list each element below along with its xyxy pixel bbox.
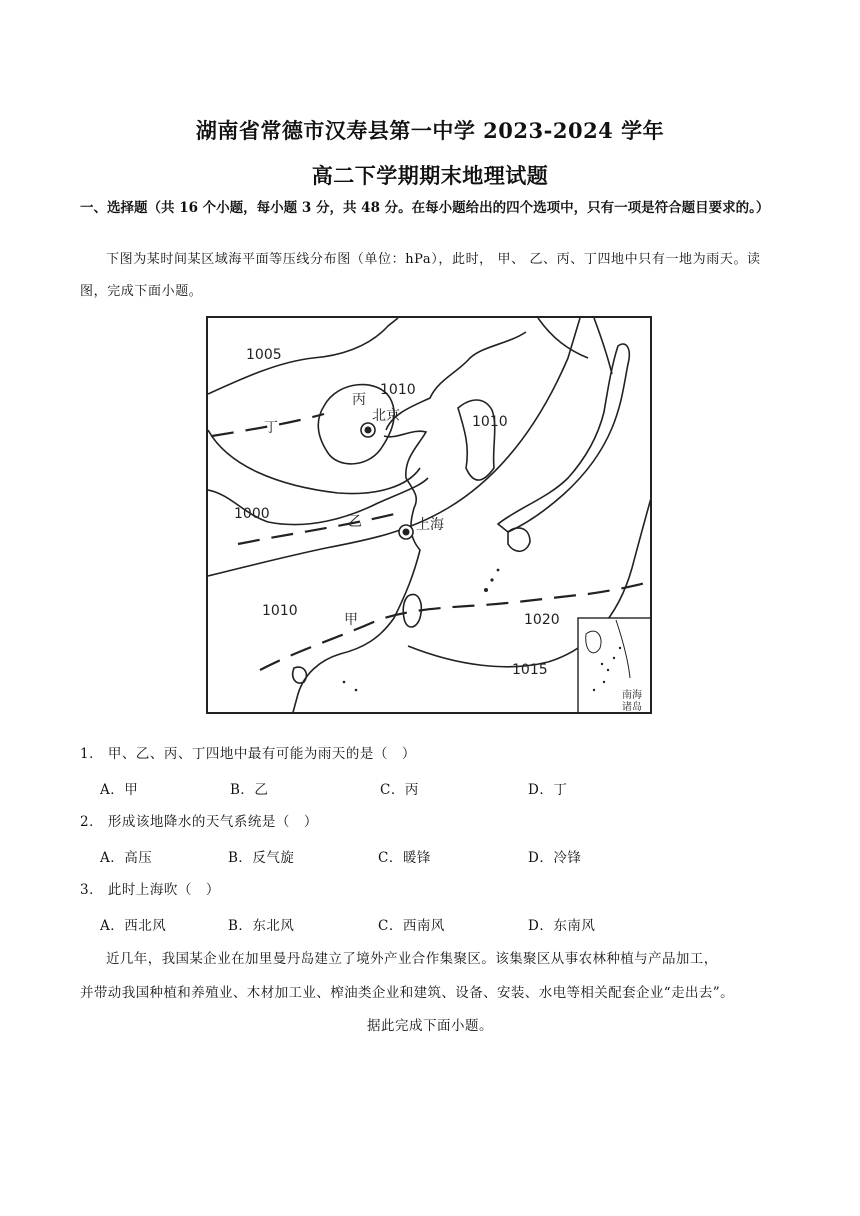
isobar-1010-north: [208, 430, 420, 494]
question-3-option-a[interactable]: A．西北风: [100, 918, 167, 934]
coast-japan-kyushu: [508, 528, 530, 551]
coast-korea: [458, 400, 495, 480]
coast-taiwan: [403, 594, 421, 627]
label-jia: 甲: [344, 612, 358, 628]
question-2-stem: 2． 形成该地降水的天气系统是（ ）: [80, 814, 318, 830]
isobar-1005: [208, 318, 398, 394]
shanghai-marker: [399, 525, 413, 539]
inset-label-line1: 南海: [622, 690, 642, 701]
passage-line-3: 据此完成下面小题。: [367, 1018, 493, 1034]
coast-sakhalin: [594, 318, 612, 374]
question-2-option-b[interactable]: B．反气旋: [228, 850, 295, 866]
label-1010-top: 1010: [380, 382, 416, 398]
label-beijing: 北京: [372, 408, 400, 424]
question-2-option-d[interactable]: D．冷锋: [528, 850, 582, 866]
label-1010-left: 1010: [262, 603, 298, 619]
coast-russia: [538, 318, 588, 358]
inset-label-line2: 诸岛: [622, 702, 642, 713]
label-ding: 丁: [264, 420, 278, 436]
beijing-marker: [361, 423, 375, 437]
passage-line-2: 并带动我国种植和养殖业、木材加工业、榨油类企业和建筑、设备、安装、水电等相关配套企业“走出去”。: [80, 985, 735, 1001]
coast-hainan: [293, 667, 307, 683]
title-line-2: 高二下学期期末地理试题: [311, 163, 549, 188]
south-sea-inset: [578, 618, 652, 714]
intro-paragraph: 下图为某时间某区域海平面等压线分布图（单位：hPa），此时， 甲、 乙、丙、丁四地中只有一地为雨天。读图，完成下面小题。: [80, 252, 761, 299]
coast-japan-main: [498, 344, 629, 532]
passage-line-1-text: 近几年，我国某企业在加里曼丹岛建立了境外产业合作集聚区。该集聚区从事农林种植与产品加工，: [106, 951, 718, 967]
question-3-option-d[interactable]: D．东南风: [528, 918, 596, 934]
question-1-option-a[interactable]: A．甲: [100, 782, 139, 798]
question-3-stem: 3． 此时上海吹（ ）: [80, 882, 220, 898]
coast-china-east: [292, 431, 426, 714]
question-1-option-b[interactable]: B．乙: [230, 782, 269, 798]
question-1-option-d[interactable]: D．丁: [528, 782, 568, 798]
question-3-option-b[interactable]: B．东北风: [228, 918, 295, 934]
question-1-stem: 1． 甲、乙、丙、丁四地中最有可能为雨天的是（ ）: [80, 746, 416, 762]
label-1020: 1020: [524, 612, 560, 628]
isobar-map-svg: [208, 318, 652, 714]
label-bing: 丙: [352, 392, 366, 408]
label-1005: 1005: [246, 347, 282, 363]
label-yi: 乙: [348, 514, 362, 530]
section-heading: 一、选择题（共 16 个小题，每小题 3 分，共 48 分。在每小题给出的四个选项中，只有一项是符合题目要求的。）: [80, 200, 770, 216]
label-1000: 1000: [234, 506, 270, 522]
question-2-option-c[interactable]: C．暖锋: [378, 850, 431, 866]
question-2-option-a[interactable]: A．高压: [100, 850, 153, 866]
question-3-option-c[interactable]: C．西南风: [378, 918, 445, 934]
isobar-map: [206, 316, 652, 714]
label-shanghai: 上海: [416, 517, 444, 533]
title-line-1: 湖南省常德市汉寿县第一中学 2023-2024 学年: [195, 118, 665, 143]
label-1010-korea: 1010: [472, 414, 508, 430]
label-1015: 1015: [512, 662, 548, 678]
passage-line-1: [80, 942, 786, 976]
question-1-option-c[interactable]: C．丙: [380, 782, 419, 798]
